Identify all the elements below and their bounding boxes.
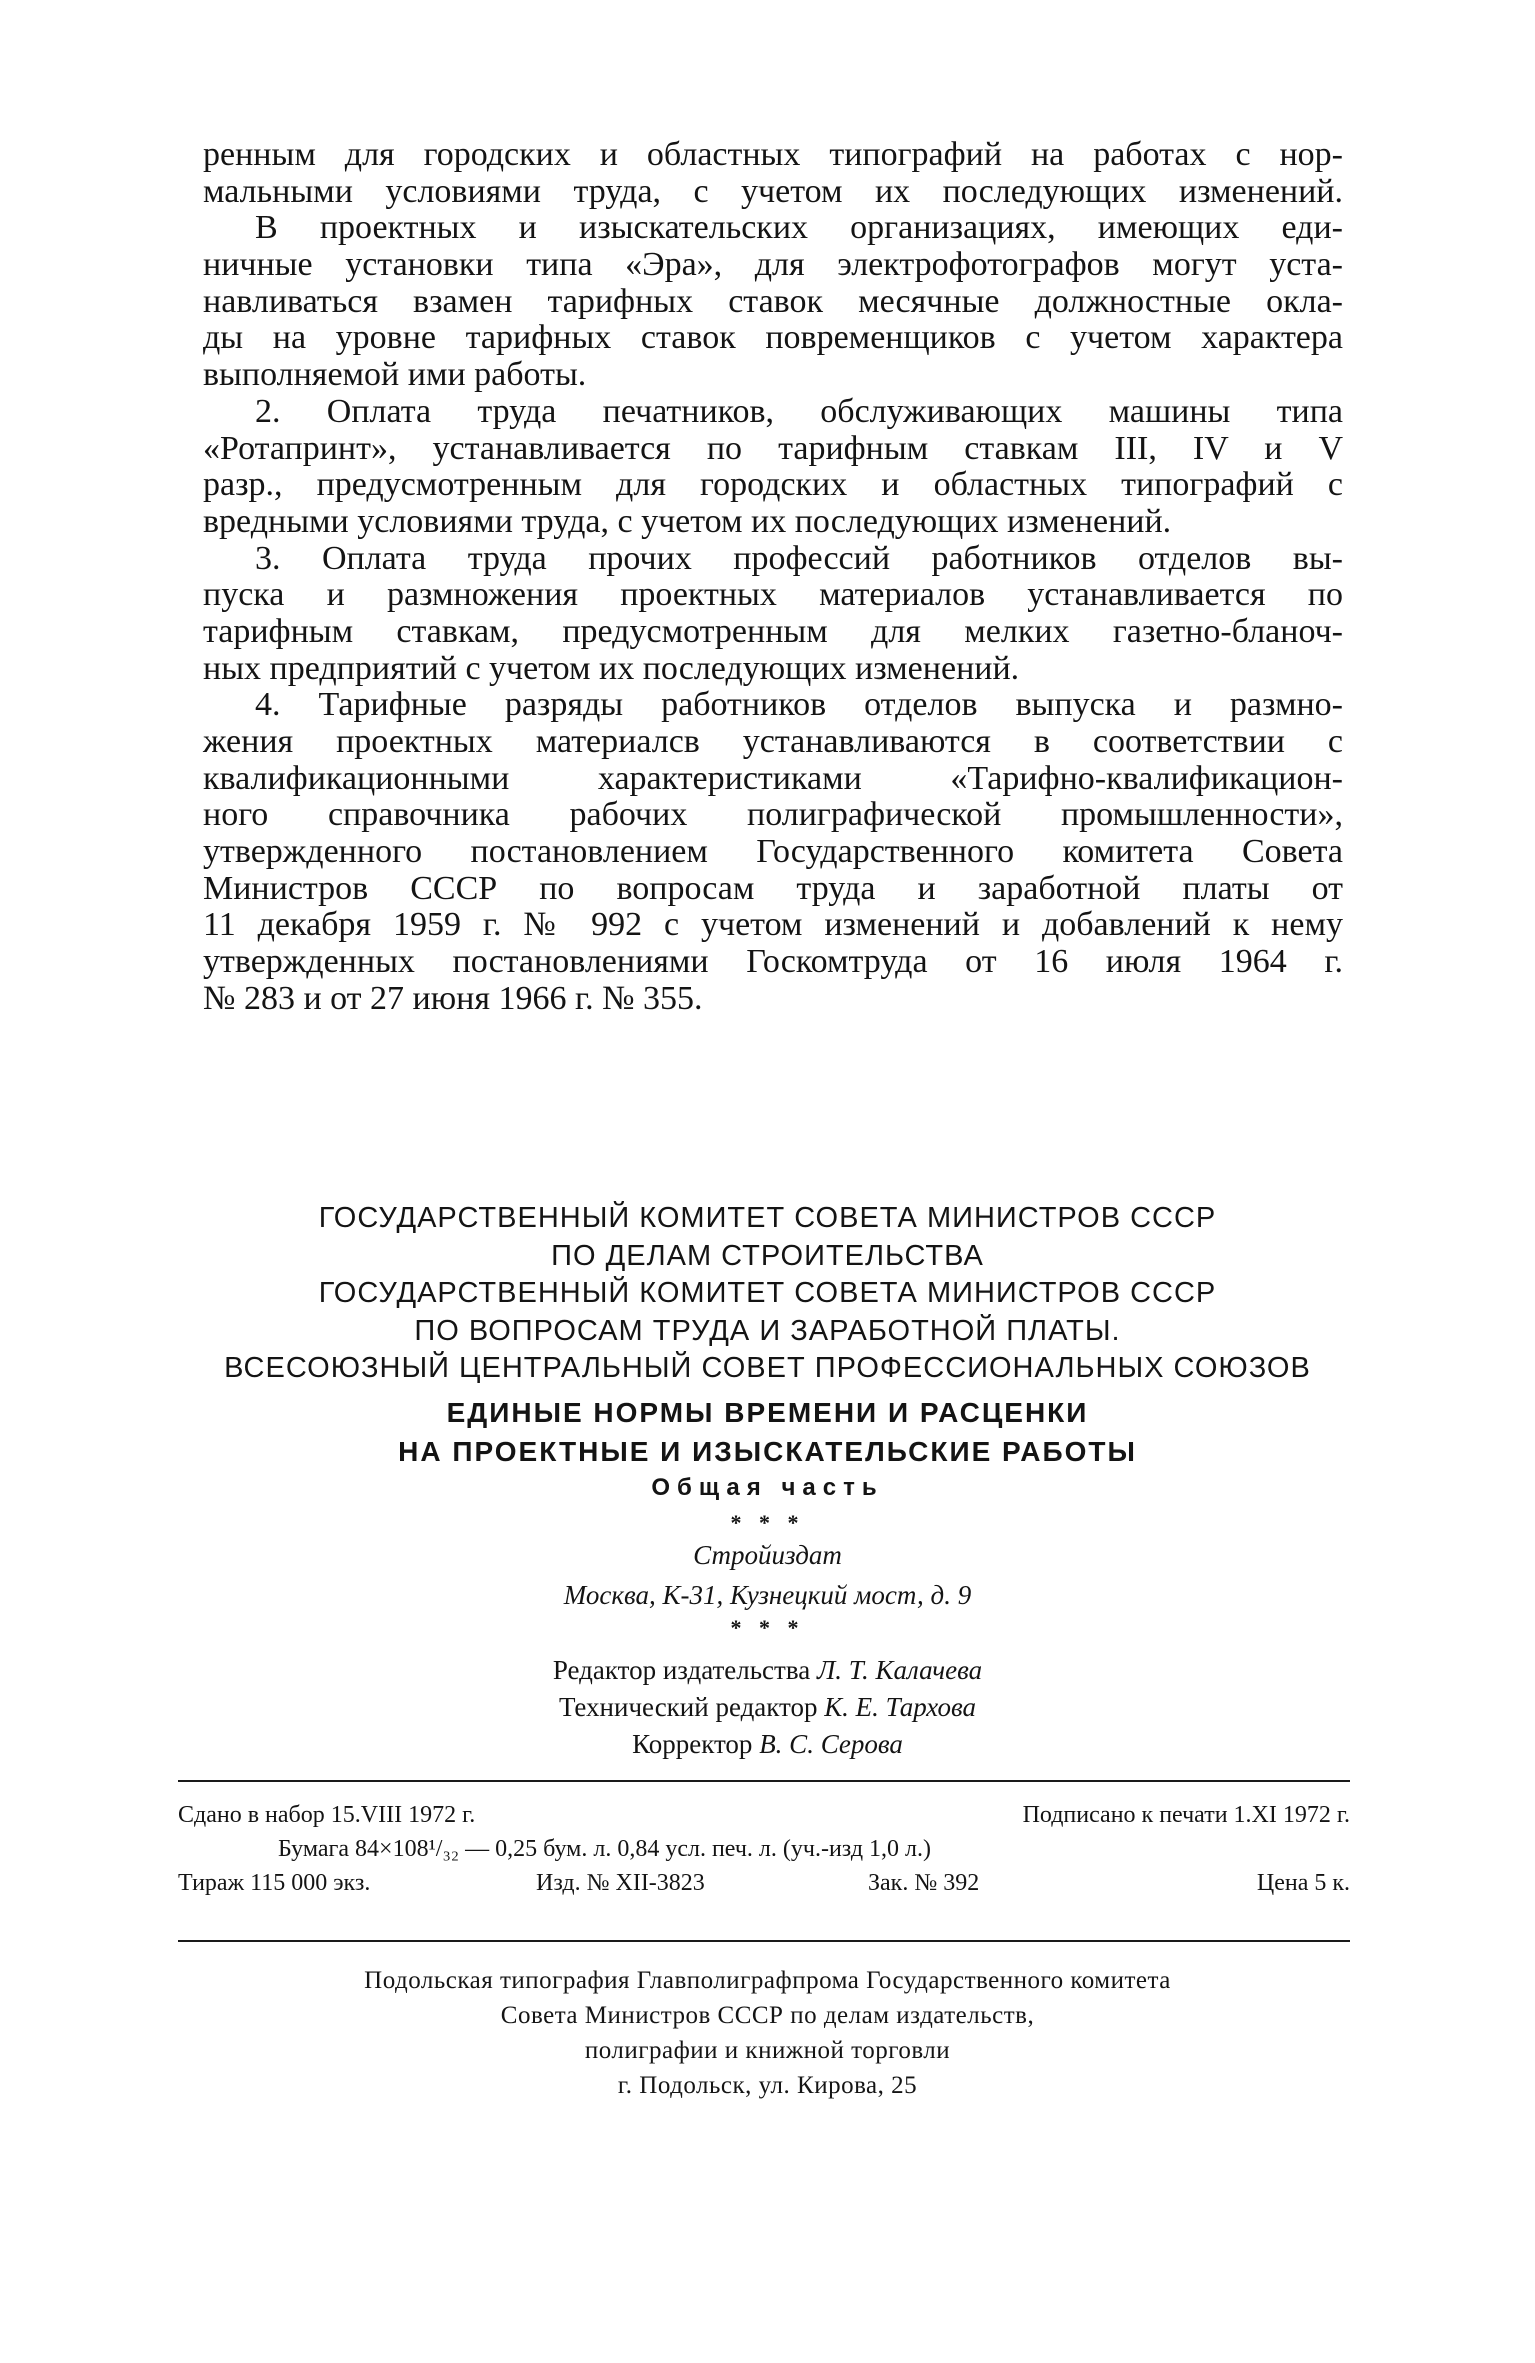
body-line: утвержденного постановлением Государственного комитета Совета: [203, 833, 1343, 871]
body-line: вредными условиями труда, с учетом их последующих изменений.: [203, 502, 1172, 540]
body-line: № 283 и от 27 июня 1966 г. № 355.: [203, 979, 703, 1017]
body-line: «Ротапринт», устанавливается по тарифным ставкам III, IV и V: [203, 429, 1343, 467]
imprint-row: [178, 1866, 1350, 1900]
credits: [0, 1652, 1535, 1763]
imprint-order: Зак. № 392: [868, 1870, 980, 1896]
credit-line: [0, 1652, 1535, 1689]
body-line: разр., предусмотренным для городских и областных типографий с: [203, 466, 1343, 504]
body-line: ничные установки типа «Эра», для электрофотографов могут уста-: [203, 246, 1343, 284]
body-line: 3. Оплата труда прочих профессий работников отделов вы-: [255, 539, 1343, 577]
imprint-block: [178, 1798, 1350, 1900]
body-line: навливаться взамен тарифных ставок месячные должностные окла-: [203, 282, 1343, 320]
body-line: 2. Оплата труда печатников, обслуживающих машины типа: [255, 392, 1343, 430]
printer-line: Совета Министров СССР по делам издательств,: [500, 2002, 1035, 2029]
body-line: мальными условиями труда, с учетом их последующих изменений.: [203, 172, 1343, 210]
body-line: утвержденных постановлениями Госкомтруда от 16 июля 1964 г.: [203, 943, 1343, 981]
credit-role: Корректор: [632, 1729, 753, 1759]
imprint-sent: Сдано в набор 15.VIII 1972 г.: [178, 1802, 476, 1828]
body-line: выполняемой ими работы.: [203, 356, 587, 394]
body-line: 11 декабря 1959 г. № 992 с учетом изменений и добавлений к нему: [203, 906, 1343, 944]
credit-name: Л. Т. Калачева: [816, 1655, 983, 1685]
organization-line: ГОСУДАРСТВЕННЫЙ КОМИТЕТ СОВЕТА МИНИСТРОВ СССР: [318, 1202, 1217, 1234]
credit-line: [0, 1689, 1535, 1726]
imprint-run: Тираж 115 000 экз.: [178, 1870, 371, 1896]
credit-role: Редактор издательства: [552, 1655, 811, 1685]
printer-line: г. Подольск, ул. Кирова, 25: [617, 2072, 918, 2099]
divider: [178, 1780, 1350, 1782]
printer-line: Подольская типография Главполиграфпрома Государственного комитета: [364, 1967, 1171, 1994]
printer-info: [0, 1963, 1535, 2103]
separator-stars: * * *: [730, 1510, 805, 1535]
credit-line: [0, 1726, 1535, 1763]
book-subtitle: Общая часть: [651, 1474, 884, 1501]
body-line: пуска и размножения проектных материалов устанавливается по: [203, 576, 1343, 614]
body-line: ных предприятий с учетом их последующих изменений.: [203, 649, 1020, 687]
organization-line: ВСЕСОЮЗНЫЙ ЦЕНТРАЛЬНЫЙ СОВЕТ ПРОФЕССИОНАЛЬНЫХ СОЮЗОВ: [224, 1352, 1311, 1384]
credit-name: В. С. Серова: [759, 1729, 903, 1759]
body-text: [203, 137, 1343, 1018]
separator-stars: * * *: [730, 1615, 805, 1640]
imprint-signed: Подписано к печати 1.XI 1972 г.: [1022, 1802, 1350, 1828]
body-line: квалификационными характеристиками «Тарифно-квалификацион-: [203, 759, 1343, 797]
issuing-organizations: [0, 1200, 1535, 1388]
publisher-name: Стройиздат: [693, 1540, 842, 1570]
organization-line: ПО ДЕЛАМ СТРОИТЕЛЬСТВА: [551, 1239, 984, 1272]
body-line: ного справочника рабочих полиграфической промышленности»,: [203, 796, 1343, 834]
imprint-row: [178, 1832, 1350, 1866]
title-line: НА ПРОЕКТНЫЕ И ИЗЫСКАТЕЛЬСКИЕ РАБОТЫ: [398, 1436, 1137, 1467]
organization-line: ПО ВОПРОСАМ ТРУДА И ЗАРАБОТНОЙ ПЛАТЫ.: [414, 1314, 1121, 1347]
imprint-paper: Бумага 84×108¹/₃₂ — 0,25 бум. л. 0,84 усл. печ. л. (уч.-изд 1,0 л.): [278, 1836, 932, 1862]
body-line: ренным для городских и областных типографий на работах с нор-: [203, 136, 1343, 173]
printer-line: полиграфии и книжной торговли: [584, 2037, 951, 2064]
body-line: тарифным ставкам, предусмотренным для мелких газетно-бланоч-: [203, 612, 1343, 650]
imprint-row: [178, 1798, 1350, 1832]
body-line: ды на уровне тарифных ставок повременщиков с учетом характера: [203, 319, 1343, 357]
imprint-price: Цена 5 к.: [1256, 1870, 1350, 1896]
body-line: 4. Тарифные разряды работников отделов выпуска и размно-: [255, 686, 1343, 724]
body-line: жения проектных материалсв устанавливаются в соответствии с: [203, 723, 1343, 760]
divider: [178, 1940, 1350, 1942]
organization-line: ГОСУДАРСТВЕННЫЙ КОМИТЕТ СОВЕТА МИНИСТРОВ СССР: [318, 1277, 1217, 1309]
title-line: ЕДИНЫЕ НОРМЫ ВРЕМЕНИ И РАСЦЕНКИ: [446, 1397, 1089, 1428]
credit-role: Технический редактор: [558, 1692, 818, 1722]
body-line: В проектных и изыскательских организациях, имеющих еди-: [255, 209, 1343, 247]
credit-name: К. Е. Тархова: [824, 1692, 977, 1722]
imprint-edition: Изд. № XII-3823: [536, 1870, 705, 1896]
publisher-address: Москва, К-31, Кузнецкий мост, д. 9: [563, 1580, 972, 1610]
body-line: Министров СССР по вопросам труда и заработной платы от: [203, 869, 1343, 907]
book-title: [0, 1393, 1535, 1471]
